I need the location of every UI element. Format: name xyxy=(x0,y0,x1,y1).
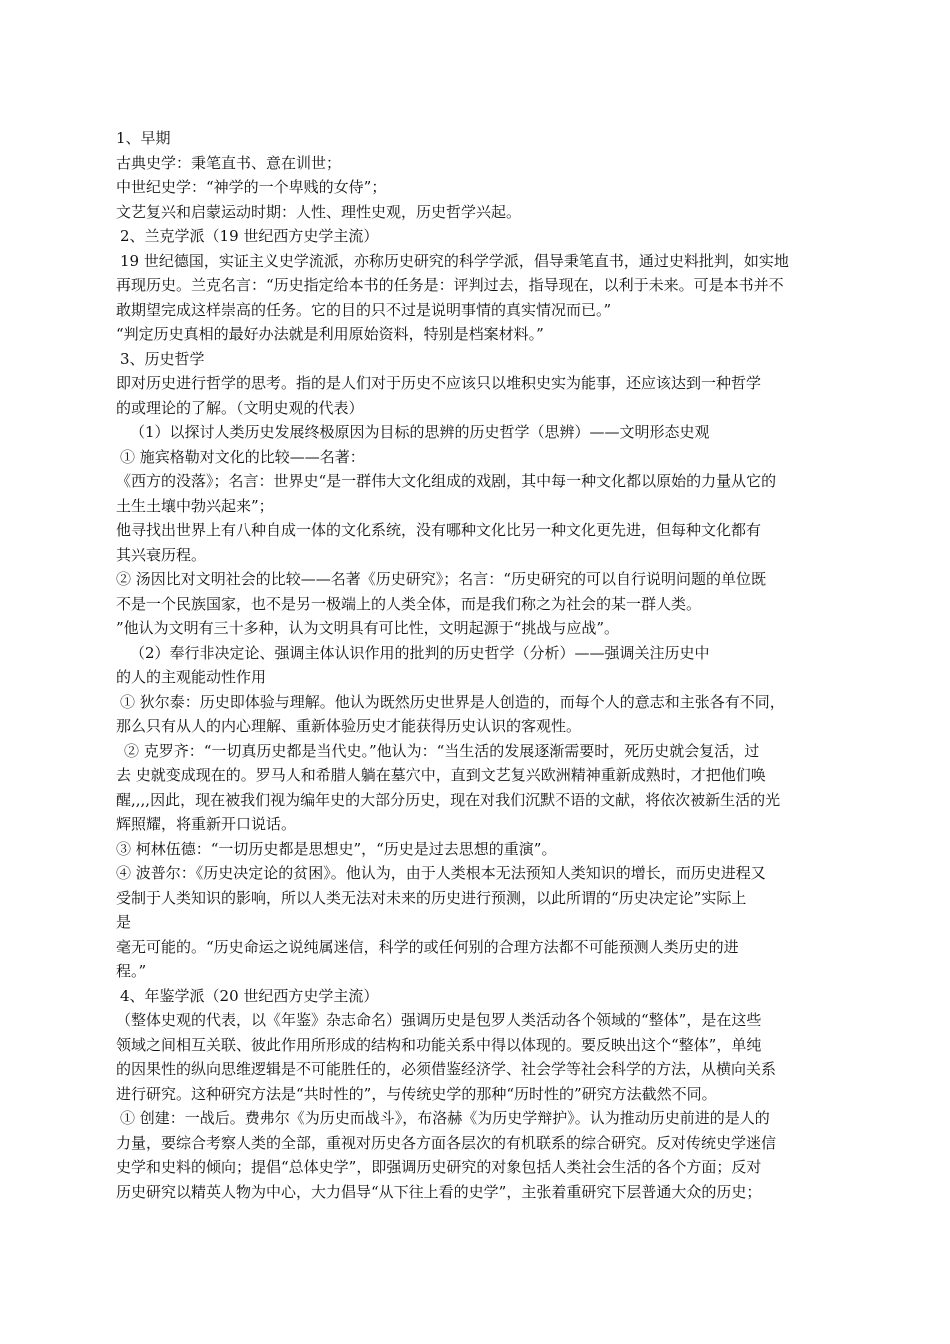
text-line: 的或理论的了解。（文明史观的代表） xyxy=(116,398,364,417)
text-line: 他寻找出世界上有八种自成一体的文化系统，没有哪种文化比另一种文化更先进，但每种文化都有 xyxy=(116,521,762,539)
text-line: 其兴衰历程。 xyxy=(116,545,207,564)
text-line: “判定历史真相的最好办法就是利用原始资料，特别是档案材料。” xyxy=(116,325,544,343)
text-line: 是 xyxy=(116,913,132,931)
text-line: 进行研究。这种研究方法是“共时性的”，与传统史学的那种“历时性的”研究方法截然不同。 xyxy=(116,1084,717,1103)
text-line: 力量，要综合考察人类的全部，重视对历史各方面各层次的有机联系的综合研究。反对传统史学迷信 xyxy=(116,1133,777,1152)
text-line: 敢期望完成这样崇高的任务。它的目的只不过是说明事情的真实情况而已。” xyxy=(116,300,612,319)
text-line: 《西方的没落》；名言：世界史“是一群伟大文化组成的戏剧，其中每一种文化都以原始的力量从它的 xyxy=(116,472,777,490)
text-line: 土生土壤中勃兴起来”； xyxy=(116,496,274,515)
text-line: 的因果性的纵向思维逻辑是不可能胜任的，必须借鉴经济学、社会学等社会科学的方法，从横向关系 xyxy=(116,1060,777,1078)
text-line: 古典史学：秉笔直书、意在训世； xyxy=(116,153,342,172)
text-line: ① 狄尔泰：历史即体验与理解。他认为既然历史世界是人创造的，而每个人的意志和主张各有不同， xyxy=(120,692,785,711)
text-line: 受制于人类知识的影响，所以人类无法对未来的历史进行预测，以此所谓的“历史决定论”实际上 xyxy=(116,888,747,907)
text-line: ② 克罗齐：“一切真历史都是当代史。”他认为：“当生活的发展逐渐需要时，死历史就会复活，过 xyxy=(124,741,760,760)
text-line: 即对历史进行哲学的思考。指的是人们对于历史不应该只以堆积史实为能事，还应该达到一种哲学 xyxy=(116,374,762,392)
text-line: 史学和史料的倾向；提倡“总体史学”，即强调历史研究的对象包括人类社会生活的各个方面；反对 xyxy=(116,1158,762,1176)
text-line: ④ 波普尔：《历史决定论的贫困》。他认为，由于人类根本无法预知人类知识的增长，而历史进程又 xyxy=(116,864,766,882)
document-body xyxy=(116,126,838,1204)
text-line: 不是一个民族国家，也不是另一极端上的人类全体，而是我们称之为社会的某一群人类。 xyxy=(116,594,702,613)
text-line: ③ 柯林伍德：“一切历史都是思想史”，“历史是过去思想的重演”。 xyxy=(116,839,557,858)
text-line: ”他认为文明有三十多种，认为文明具有可比性，文明起源于“挑战与应战”。 xyxy=(116,619,620,637)
text-line: 文艺复兴和启蒙运动时期：人性、理性史观，历史哲学兴起。 xyxy=(116,202,522,221)
heading-early-period: 1、早期 xyxy=(116,129,171,147)
text-line: 程。” xyxy=(116,962,147,980)
text-line: （整体史观的代表，以《年鉴》杂志命名）强调历史是包罗人类活动各个领域的“整体”，是在这些 xyxy=(116,1011,762,1029)
heading-ranke-school: 2、兰克学派（19 世纪西方史学主流） xyxy=(120,227,379,245)
text-line: 那么只有从人的内心理解、重新体验历史才能获得历史认识的客观性。 xyxy=(116,717,582,735)
text-line: 毫无可能的。“历史命运之说纯属迷信，科学的或任何别的合理方法都不可能预测人类历史的进 xyxy=(116,937,739,956)
text-line: 领域之间相互关联、彼此作用所形成的结构和功能关系中得以体现的。要反映出这个“整体”，单纯 xyxy=(116,1035,762,1054)
heading-annales-school: 4、年鉴学派（20 世纪西方史学主流） xyxy=(120,986,379,1005)
text-line: 历史研究以精英人物为中心，大力倡导“从下往上看的史学”，主张着重研究下层普通大众的历史； xyxy=(116,1182,762,1201)
text-line: ① 施宾格勒对文化的比较——名著： xyxy=(120,447,365,466)
text-line: 中世纪史学：“神学的一个卑贱的女侍”； xyxy=(116,178,387,196)
text-line: 去 史就变成现在的。罗马人和希腊人躺在墓穴中，直到文艺复兴欧洲精神重新成熟时，才把他们唤 xyxy=(116,766,766,784)
subheading-analytical: （2）奉行非决定论、强调主体认识作用的批判的历史哲学（分析）——强调关注历史中 xyxy=(130,643,710,662)
subheading-speculative: （1）以探讨人类历史发展终极原因为目标的思辨的历史哲学（思辨）——文明形态史观 xyxy=(130,423,710,441)
text-line: ① 创建：一战后。费弗尔《为历史而战斗》，布洛赫《为历史学辩护》。认为推动历史前进的是人的 xyxy=(120,1109,770,1127)
heading-philosophy-of-history: 3、历史哲学 xyxy=(120,349,205,368)
text-line: ② 汤因比对文明社会的比较——名著《历史研究》；名言：“历史研究的可以自行说明问题的单位既 xyxy=(116,570,766,588)
text-line: 的人的主观能动性作用 xyxy=(116,668,267,686)
text-line: 辉照耀，将重新开口说话。 xyxy=(116,815,297,833)
text-line: 再现历史。兰克名言：“历史指定给本书的任务是：评判过去，指导现在，以利于未来。可是本书并不 xyxy=(116,276,784,294)
text-line: 醒,,,,因此，现在被我们视为编年史的大部分历史，现在对我们沉默不语的文献，将依次被新生活的光 xyxy=(116,790,781,809)
text-line: 19 世纪德国，实证主义史学流派，亦称历史研究的科学学派，倡导秉笔直书，通过史料批判，如实地 xyxy=(120,251,789,270)
